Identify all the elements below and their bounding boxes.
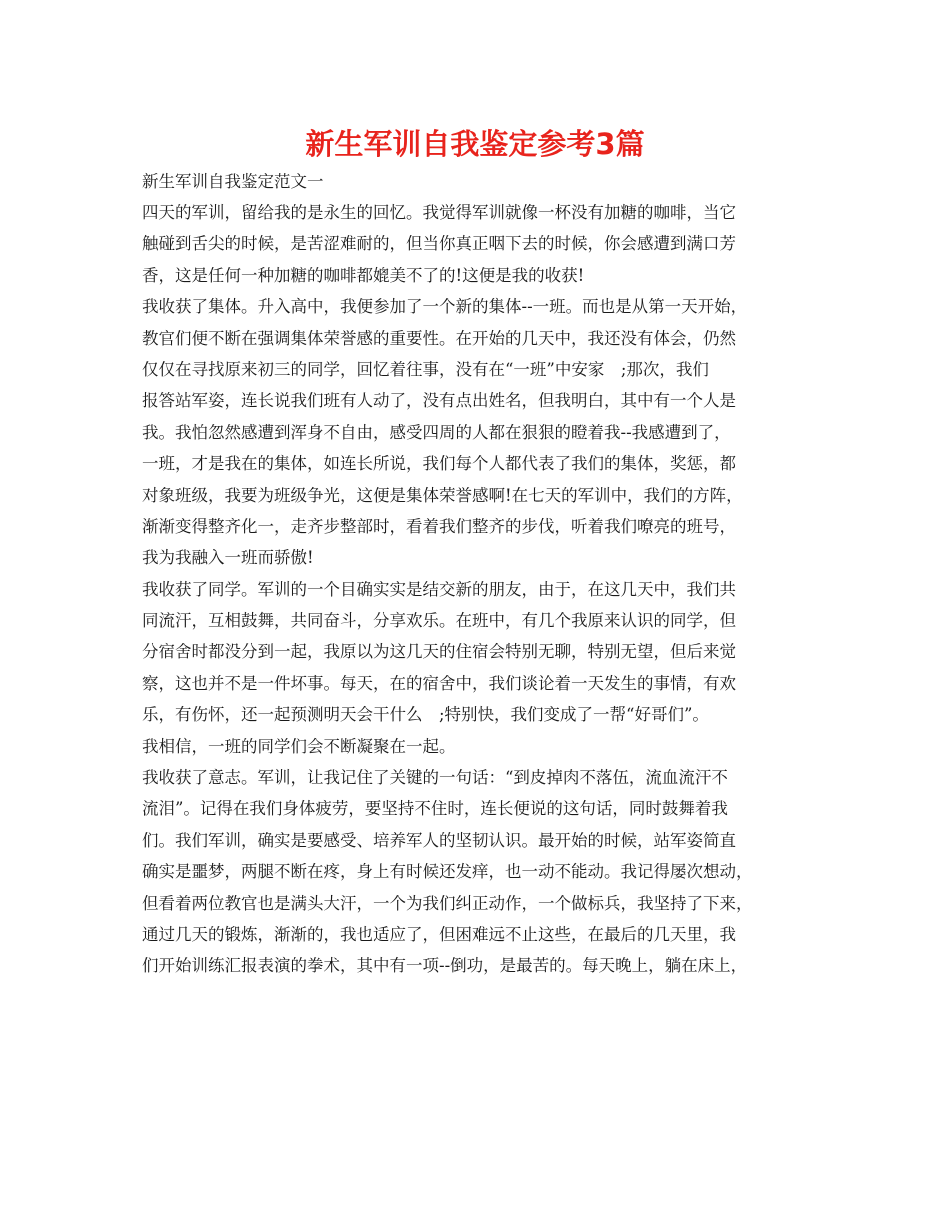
paragraph-line: 我相信，一班的同学们会不断凝聚在一起。	[142, 736, 456, 756]
paragraph-line: 报答站军姿，连长说我们班有人动了，没有点出姓名，但我明白，其中有一个人是	[142, 391, 736, 411]
paragraph-line: 流泪”。记得在我们身体疲劳，要坚持不住时，连长便说的这句话，同时鼓舞着我	[142, 799, 728, 819]
paragraph-line: 察，这也并不是一件坏事。每天，在的宿舍中，我们谈论着一天发生的事情，有欢	[142, 673, 736, 693]
paragraph-line: 渐渐变得整齐化一，走齐步整部时，看着我们整齐的步伐，听着我们嘹亮的班号，	[142, 516, 736, 536]
paragraph-line: 分宿舍时都没分到一起，我原以为这几天的住宿会特别无聊，特别无望，但后来觉	[142, 642, 736, 662]
paragraph-line: 对象班级，我要为班级争光，这便是集体荣誉感啊!在七天的军训中，我们的方阵，	[142, 485, 743, 505]
paragraph-line: 仅仅在寻找原来初三的同学，回忆着往事，没有在“一班”中安家 ;那次，我们	[142, 359, 709, 379]
paragraph-line: 我为我融入一班而骄傲!	[142, 548, 314, 568]
paragraph-line: 但看着两位教官也是满头大汗，一个为我们纠正动作，一个做标兵，我坚持了下来，	[142, 893, 753, 913]
document-title: 新生军训自我鉴定参考3篇	[305, 127, 645, 161]
paragraph-line: 乐，有伤怀，还一起预测明天会干什么 ;特别快，我们变成了一帮“好哥们”。	[142, 705, 709, 725]
paragraph-line: 香，这是任何一种加糖的咖啡都媲美不了的!这便是我的收获!	[142, 265, 585, 285]
paragraph-line: 教官们便不断在强调集体荣誉感的重要性。在开始的几天中，我还没有体会，仍然	[142, 328, 736, 348]
document-body	[142, 167, 832, 982]
paragraph-line: 我收获了集体。升入高中，我便参加了一个新的集体--一班。而也是从第一天开始，	[142, 297, 748, 317]
paragraph-line: 我收获了意志。军训，让我记住了关键的一句话：“到皮掉肉不落伍，流血流汗不	[142, 768, 728, 788]
paragraph-line: 通过几天的锻炼，渐渐的，我也适应了，但困难远不止这些，在最后的几天里，我	[142, 924, 736, 944]
section-heading: 新生军训自我鉴定范文一	[142, 172, 324, 191]
paragraph-line: 我收获了同学。军训的一个目确实实是结交新的朋友，由于，在这几天中，我们共	[142, 579, 736, 599]
paragraph-line: 们开始训练汇报表演的拳术，其中有一项--倒功，是最苦的。每天晚上，躺在床上，	[142, 956, 748, 976]
paragraph-line: 同流汗，互相鼓舞，共同奋斗，分享欢乐。在班中，有几个我原来认识的同学，但	[142, 611, 736, 631]
paragraph-line: 四天的军训，留给我的是永生的回忆。我觉得军训就像一杯没有加糖的咖啡，当它	[142, 203, 736, 222]
paragraph-line: 一班，才是我在的集体，如连长所说，我们每个人都代表了我们的集体，奖惩，都	[142, 454, 736, 474]
paragraph-line: 确实是噩梦，两腿不断在疼，身上有时候还发痒，也一动不能动。我记得屡次想动，	[142, 862, 753, 882]
paragraph-line: 们。我们军训，确实是要感受、培养军人的坚韧认识。最开始的时候，站军姿简直	[142, 830, 736, 850]
paragraph-line: 我。我怕忽然感遭到浑身不自由，感受四周的人都在狠狠的瞪着我--我感遭到了，	[142, 422, 731, 442]
paragraph-line: 触碰到舌尖的时候，是苦涩难耐的，但当你真正咽下去的时候，你会感遭到满口芳	[142, 234, 736, 254]
